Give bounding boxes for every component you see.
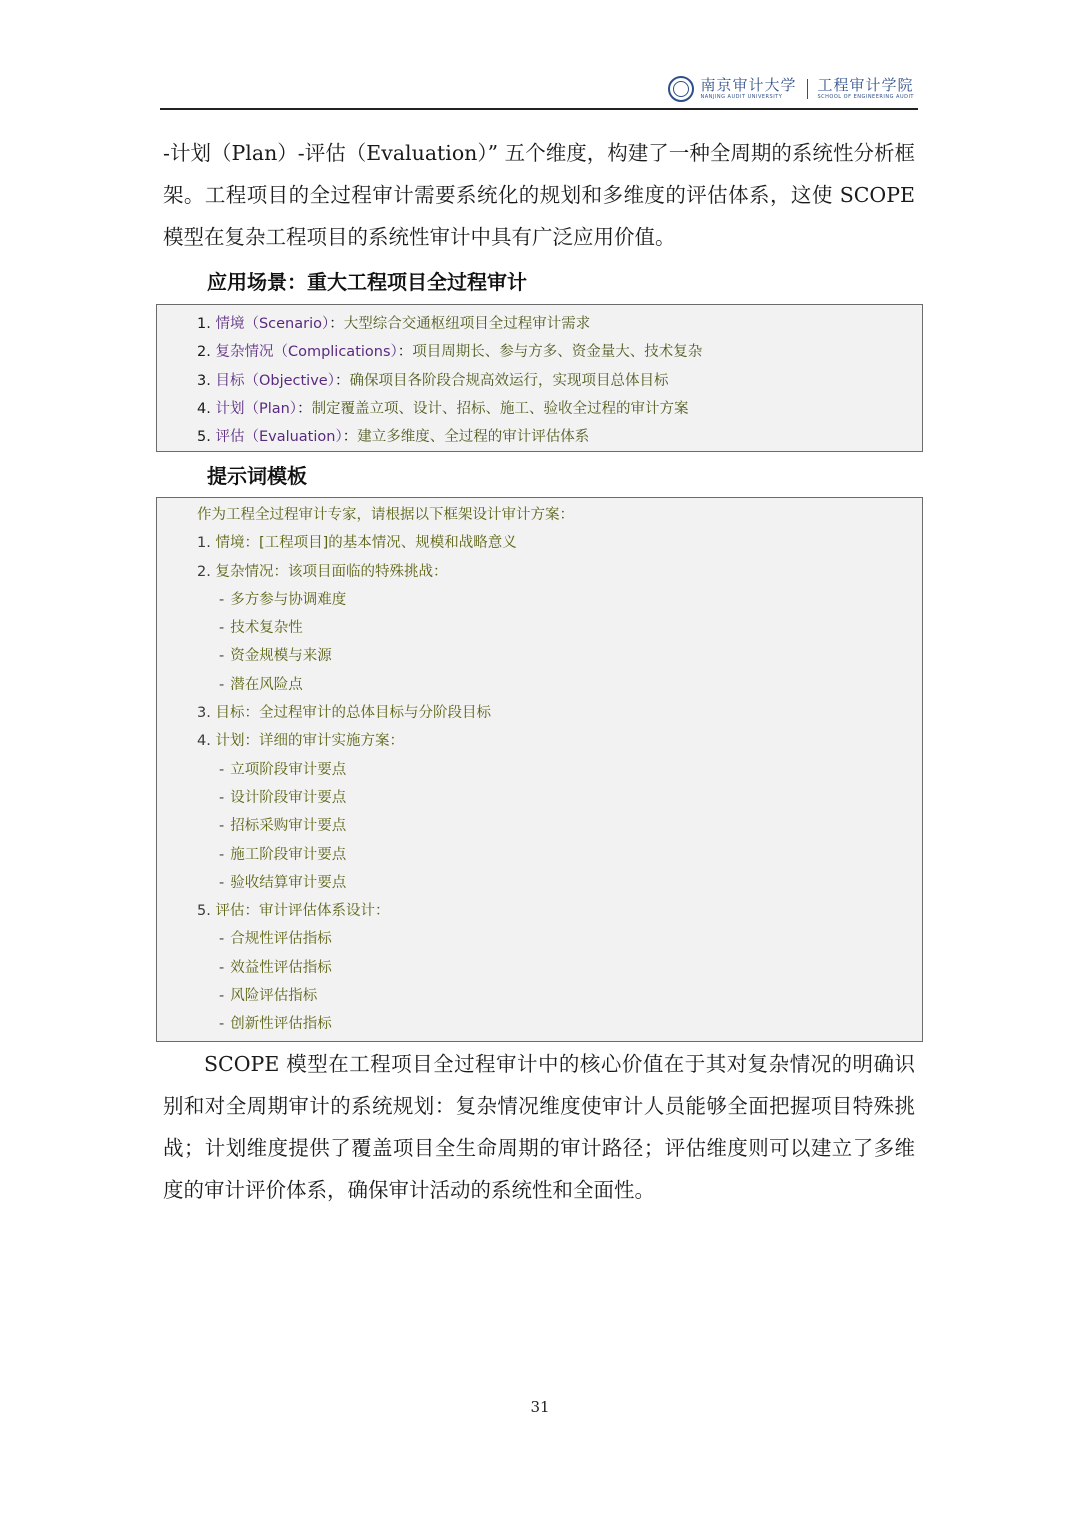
sub-list-item: - 资金规模与来源 [219, 648, 332, 665]
prompt-template-box [156, 497, 923, 1042]
sub-list-item: - 合规性评估指标 [219, 931, 332, 948]
list-item: 1. 情境：[工程项目]的基本情况、规模和战略意义 [197, 535, 517, 552]
list-item: 2. 复杂情况（Complications）：项目周期长、参与方多、资金量大、技术复杂 [197, 344, 703, 361]
header-logo [668, 74, 914, 104]
university-seal-icon [668, 76, 694, 102]
sub-list-item: - 招标采购审计要点 [219, 818, 347, 835]
sub-list-item: - 潜在风险点 [219, 676, 303, 693]
university-subtitle: NANJING AUDIT UNIVERSITY [700, 94, 783, 100]
list-item: 2. 复杂情况：该项目面临的特殊挑战： [197, 563, 448, 580]
list-item: 3. 目标：全过程审计的总体目标与分阶段目标 [197, 705, 491, 722]
list-item: 5. 评估：审计评估体系设计： [197, 903, 390, 920]
university-name: 南京审计大学 [700, 76, 797, 94]
body-paragraph-1: -计划（Plan）-评估（Evaluation）” 五个维度，构建了一种全周期的系统性分析框架。工程项目的全过程审计需要系统化的规划和多维度的评估体系，这使 SCOPE 模型在复杂工程项目的系统性审计中具有广泛应用价值。 [163, 141, 915, 249]
sub-list-item: - 多方参与协调难度 [219, 591, 347, 608]
page-number: 31 [530, 1398, 550, 1416]
sub-list-item: - 设计阶段审计要点 [219, 789, 347, 806]
sub-list-item: - 效益性评估指标 [219, 959, 332, 976]
page-header [160, 66, 918, 110]
sub-list-item: - 技术复杂性 [219, 620, 303, 637]
header-rule [160, 108, 918, 110]
list-item: 5. 评估（Evaluation）：建立多维度、全过程的审计评估体系 [197, 429, 590, 446]
sub-list-item: - 风险评估指标 [219, 988, 318, 1005]
sub-list-item: - 立项阶段审计要点 [219, 761, 347, 778]
sub-list-item: - 验收结算审计要点 [219, 874, 347, 891]
scenario-box [156, 304, 923, 452]
logo-divider [807, 79, 808, 99]
list-item: 4. 计划：详细的审计实施方案： [197, 733, 404, 750]
school-name: 工程审计学院 [817, 76, 914, 94]
template-intro: 作为工程全过程审计专家，请根据以下框架设计审计方案： [197, 507, 574, 523]
list-item: 1. 情境（Scenario）：大型综合交通枢纽项目全过程审计需求 [197, 316, 591, 332]
list-item: 4. 计划（Plan）：制定覆盖立项、设计、招标、施工、验收全过程的审计方案 [197, 400, 689, 417]
list-item: 3. 目标（Objective）：确保项目各阶段合规高效运行，实现项目总体目标 [197, 372, 669, 389]
school-subtitle: SCHOOL OF ENGINEERING AUDIT [817, 94, 914, 100]
sub-list-item: - 施工阶段审计要点 [219, 846, 347, 863]
body-paragraph-2: SCOPE 模型在工程项目全过程审计中的核心价值在于其对复杂情况的明确识别和对全周期审计的系统规划：复杂情况维度使审计人员能够全面把握项目特殊挑战；计划维度提供了覆盖项目全生命周期的审计路径；评估维度则可以建立了多维度的审计评价体系，确保审计活动的系统性和全面性。 [163, 1052, 915, 1202]
section-heading-template: 提示词模板 [207, 464, 307, 488]
section-heading-scenario: 应用场景：重大工程项目全过程审计 [207, 270, 527, 294]
sub-list-item: - 创新性评估指标 [219, 1016, 332, 1033]
